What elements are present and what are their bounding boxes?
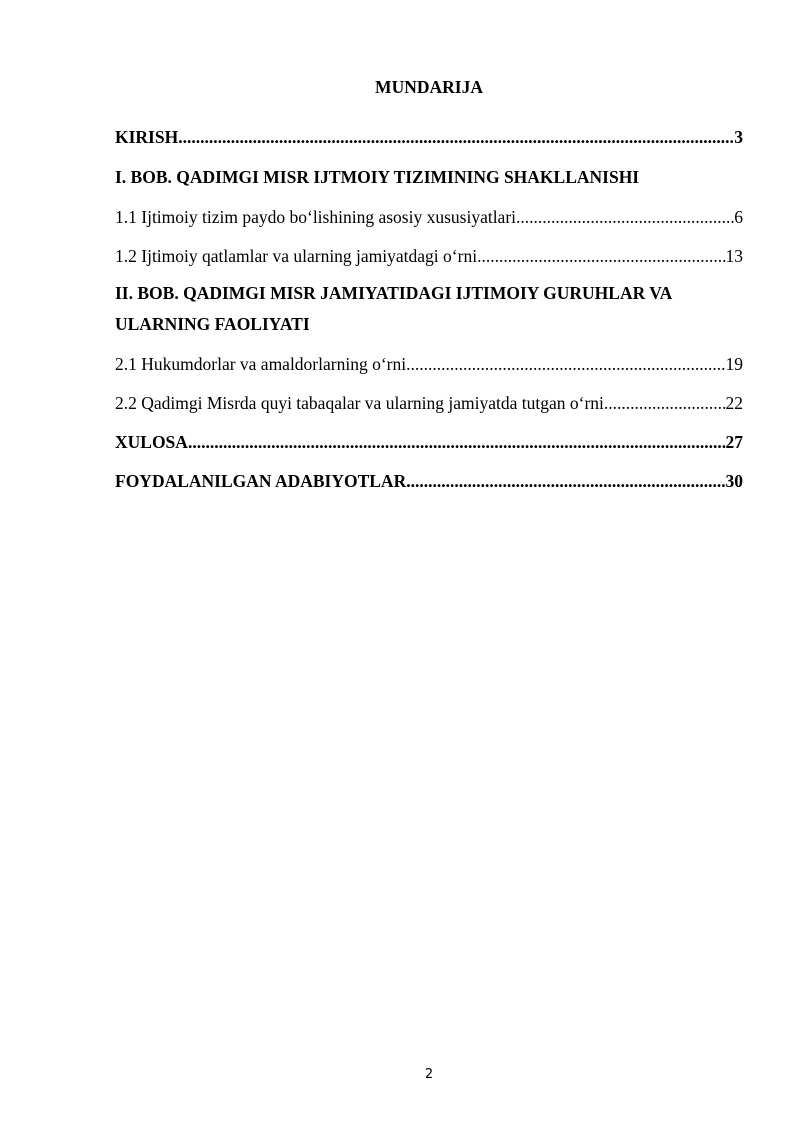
toc-entry-kirish[interactable] bbox=[115, 126, 743, 148]
toc-entry-label: 2.2 Qadimgi Misrda quyi tabaqalar va ularning jamiyatda tutgan o‘rni bbox=[115, 393, 604, 413]
toc-entry-xulosa[interactable] bbox=[115, 431, 743, 453]
toc-entry-page: 27 bbox=[725, 432, 743, 452]
toc-dot-leader bbox=[516, 206, 734, 228]
toc-entry-page: 3 bbox=[734, 127, 743, 147]
toc-dot-leader bbox=[406, 470, 725, 492]
toc-entry-adabiyotlar[interactable] bbox=[115, 470, 743, 492]
toc-entry-label: 2.1 Hukumdorlar va amaldorlarning o‘rni bbox=[115, 354, 407, 374]
toc-chapter-1-heading[interactable]: I. BOB. QADIMGI MISR IJTMOIY TIZIMINING SHAKLLANISHI bbox=[115, 167, 640, 187]
toc-entry-1-2[interactable] bbox=[115, 245, 743, 267]
toc-dot-leader bbox=[178, 126, 734, 148]
toc-dot-leader bbox=[477, 245, 725, 267]
toc-entry-2-2[interactable] bbox=[115, 392, 743, 414]
toc-chapter-2-line-1: II. BOB. QADIMGI MISR JAMIYATIDAGI IJTIMOIY GURUHLAR VA bbox=[115, 283, 673, 303]
toc-entry-label: 1.1 Ijtimoiy tizim paydo bo‘lishining asosiy xususiyatlari bbox=[115, 207, 517, 227]
toc-entry-label: XULOSA bbox=[115, 432, 188, 452]
toc-chapter-2-heading[interactable] bbox=[115, 278, 743, 340]
page-number: 2 bbox=[424, 1067, 434, 1082]
toc-entry-1-1[interactable] bbox=[115, 206, 743, 228]
toc-entry-page: 19 bbox=[725, 354, 743, 374]
toc-entry-page: 13 bbox=[725, 246, 743, 266]
toc-entry-2-1[interactable] bbox=[115, 353, 743, 375]
toc-dot-leader bbox=[188, 431, 726, 453]
toc-chapter-2-line-2: ULARNING FAOLIYATI bbox=[115, 314, 310, 334]
toc-dot-leader bbox=[406, 353, 725, 375]
table-of-contents bbox=[115, 126, 743, 492]
page-title: MUNDARIJA bbox=[375, 77, 483, 97]
toc-entry-page: 30 bbox=[725, 471, 743, 491]
toc-entry-label: KIRISH bbox=[115, 127, 179, 147]
toc-entry-label: FOYDALANILGAN ADABIYOTLAR bbox=[115, 471, 407, 491]
toc-entry-page: 22 bbox=[725, 393, 743, 413]
toc-entry-page: 6 bbox=[734, 207, 743, 227]
toc-dot-leader bbox=[604, 392, 726, 414]
toc-entry-label: 1.2 Ijtimoiy qatlamlar va ularning jamiyatdagi o‘rni bbox=[115, 246, 478, 266]
